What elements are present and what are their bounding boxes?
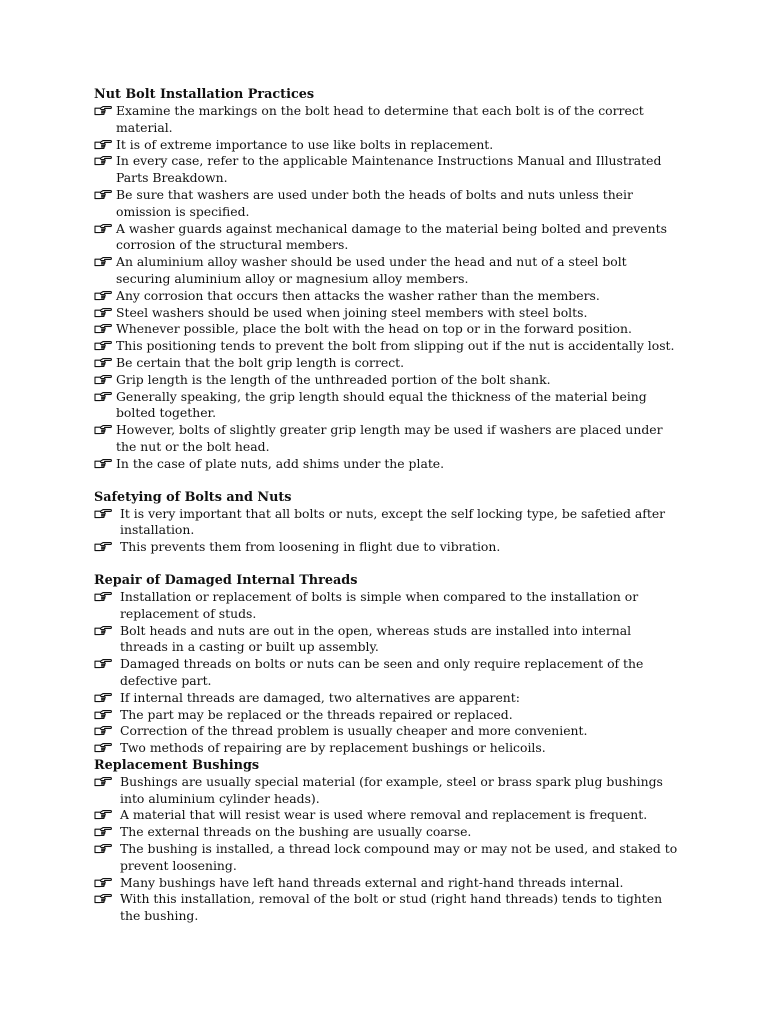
pointing-hand-icon [94, 539, 112, 555]
pointing-hand-icon [94, 807, 112, 823]
bullet-list-replacement-bushings [94, 774, 678, 925]
section-heading-repair-internal-threads: Repair of Damaged Internal Threads [94, 572, 358, 588]
list-item: The external threads on the bushing are usually coarse. [94, 824, 678, 841]
pointing-hand-icon [94, 589, 112, 605]
list-item: Be certain that the bolt grip length is correct. [94, 355, 678, 372]
list-item: Damaged threads on bolts or nuts can be seen and only require replacement of the defective part. [94, 656, 678, 690]
pointing-hand-icon [94, 841, 112, 857]
list-item: Steel washers should be used when joining steel members with steel bolts. [94, 305, 678, 322]
pointing-hand-icon [94, 656, 112, 672]
list-item: Be sure that washers are used under both the heads of bolts and nuts unless their omission is specified. [94, 187, 678, 221]
list-item: Installation or replacement of bolts is simple when compared to the installation or replacement of studs. [94, 589, 678, 623]
list-item: The part may be replaced or the threads repaired or replaced. [94, 707, 678, 724]
pointing-hand-icon [94, 305, 112, 321]
list-item: Examine the markings on the bolt head to determine that each bolt is of the correct material. [94, 103, 678, 137]
list-item: A washer guards against mechanical damage to the material being bolted and prevents corrosion of the structural members. [94, 221, 678, 255]
section-heading-nut-bolt-installation: Nut Bolt Installation Practices [94, 87, 315, 102]
bullet-list-nut-bolt-installation [94, 103, 678, 473]
pointing-hand-icon [94, 389, 112, 405]
list-item: It is very important that all bolts or nuts, except the self locking type, be safetied after installation. [94, 506, 678, 540]
pointing-hand-icon [94, 338, 112, 354]
section-spacer [94, 556, 678, 572]
list-item: Correction of the thread problem is usually cheaper and more convenient. [94, 723, 678, 740]
pointing-hand-icon [94, 875, 112, 891]
pointing-hand-icon [94, 288, 112, 304]
section-heading-replacement-bushings: Replacement Bushings [94, 757, 260, 773]
pointing-hand-icon [94, 690, 112, 706]
bullet-list-repair-internal-threads [94, 589, 678, 757]
list-item: Any corrosion that occurs then attacks the washer rather than the members. [94, 288, 678, 305]
list-item: If internal threads are damaged, two alternatives are apparent: [94, 690, 678, 707]
list-item: In the case of plate nuts, add shims under the plate. [94, 456, 678, 473]
pointing-hand-icon [94, 103, 112, 119]
list-item: Bolt heads and nuts are out in the open, whereas studs are installed into internal threads in a casting or built up assembly. [94, 623, 678, 657]
pointing-hand-icon [94, 623, 112, 639]
pointing-hand-icon [94, 221, 112, 237]
pointing-hand-icon [94, 187, 112, 203]
bullet-list-safetying [94, 506, 678, 556]
pointing-hand-icon [94, 824, 112, 840]
pointing-hand-icon [94, 891, 112, 907]
pointing-hand-icon [94, 321, 112, 337]
pointing-hand-icon [94, 254, 112, 270]
list-item: Whenever possible, place the bolt with the head on top or in the forward position. [94, 321, 678, 338]
pointing-hand-icon [94, 372, 112, 388]
list-item: A material that will resist wear is used where removal and replacement is frequent. [94, 807, 678, 824]
pointing-hand-icon [94, 506, 112, 522]
list-item: The bushing is installed, a thread lock compound may or may not be used, and staked to prevent loosening. [94, 841, 678, 875]
section-heading-safetying: Safetying of Bolts and Nuts [94, 489, 292, 505]
pointing-hand-icon [94, 740, 112, 756]
list-item: In every case, refer to the applicable Maintenance Instructions Manual and Illustrated Parts Breakdown. [94, 153, 678, 187]
list-item: Grip length is the length of the unthreaded portion of the bolt shank. [94, 372, 678, 389]
pointing-hand-icon [94, 153, 112, 169]
list-item: Two methods of repairing are by replacement bushings or helicoils. [94, 740, 678, 757]
pointing-hand-icon [94, 137, 112, 153]
list-item: Generally speaking, the grip length should equal the thickness of the material being bolted together. [94, 389, 678, 423]
list-item: With this installation, removal of the bolt or stud (right hand threads) tends to tighten the bushing. [94, 891, 678, 925]
pointing-hand-icon [94, 422, 112, 438]
list-item: Bushings are usually special material (for example, steel or brass spark plug bushings into aluminium cylinder heads). [94, 774, 678, 808]
list-item: Many bushings have left hand threads external and right-hand threads internal. [94, 875, 678, 892]
list-item: This positioning tends to prevent the bolt from slipping out if the nut is accidentally lost. [94, 338, 678, 355]
pointing-hand-icon [94, 456, 112, 472]
list-item: An aluminium alloy washer should be used under the head and nut of a steel bolt securing aluminium alloy or magnesium alloy members. [94, 254, 678, 288]
pointing-hand-icon [94, 355, 112, 371]
pointing-hand-icon [94, 774, 112, 790]
list-item: However, bolts of slightly greater grip length may be used if washers are placed under the nut or the bolt head. [94, 422, 678, 456]
pointing-hand-icon [94, 707, 112, 723]
pointing-hand-icon [94, 723, 112, 739]
list-item: This prevents them from loosening in flight due to vibration. [94, 539, 678, 556]
section-spacer [94, 473, 678, 489]
list-item: It is of extreme importance to use like bolts in replacement. [94, 137, 678, 154]
